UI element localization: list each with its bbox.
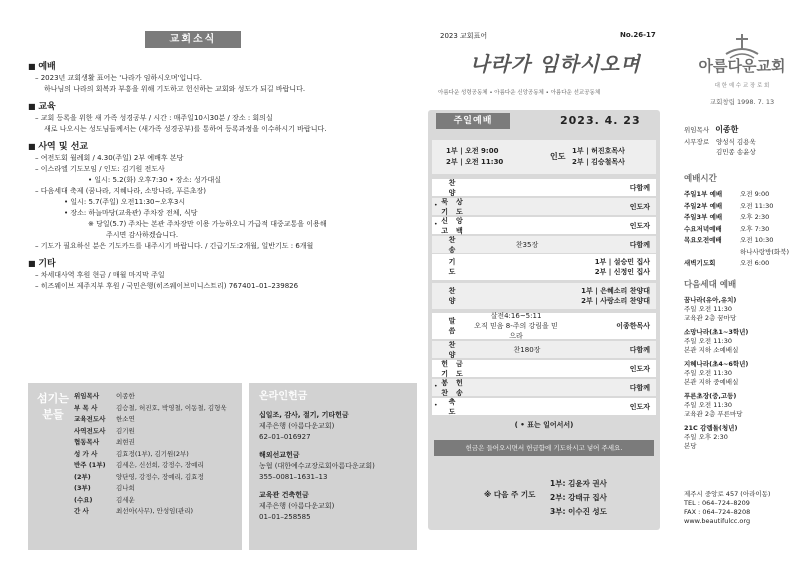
church-address [684,490,800,526]
stand-mark: • [434,401,438,409]
schedule-name: 새벽기도회 [684,259,716,267]
stand-mark: • [434,201,438,209]
order-row [432,179,656,196]
notice-line: • 장소: 하늘마당(교육관) 주차장 전체, 식당 [64,209,198,217]
offering-group [259,410,407,443]
offering-group [259,490,407,523]
staff-role: (3부) [74,484,91,492]
next-prayer-item: 3부: 이수진 성도 [550,507,607,516]
schedule-time: 오후 2:30 [740,213,770,221]
order-person: 다함께 [629,345,650,354]
order-item: 찬 송 [448,235,464,254]
order-person: 다함께 [629,383,650,392]
notice-line: – 차세대사역 후원 현금 / 매월 마지막 주일 [35,271,165,279]
schedule-time: 오후 7:30 [740,224,770,233]
online-offering-title: 온라인헌금 [259,391,308,402]
next-gen-detail: 교육관 2층 꿈마당 [684,314,737,322]
order-item: 말 씀 [448,317,464,335]
leader-2: 2부 | 김승철목사 [572,158,625,166]
order-person: 인도자 [629,202,650,211]
order-person: 1부 | 은혜소리 찬양대 2부 | 사랑소리 찬양대 [581,287,650,305]
notice-line: • 일시: 5.2(화) 오후7:30 • 장소: 성가대실 [88,176,222,184]
offering-note: 헌금은 들어오시면서 헌금함에 기도하시고 넣어 주세요. [434,440,654,456]
church-name: 아름다운교회 [698,57,786,75]
next-gen-title: 다음세대 예배 [684,280,737,290]
offering-heading: 십일조, 감사, 절기, 기타헌금 [259,411,349,419]
order-item: 헌금기도 [441,359,471,378]
online-offering-box [249,383,417,550]
order-item: 묵상기도 [441,197,471,216]
order-row [432,313,656,339]
order-row [432,254,656,280]
notice-section [28,55,418,292]
schedule-title: 예배시간 [684,174,717,184]
offering-account: 355–0081–1631–13 [259,473,328,481]
staff-names: 양단영, 강정수, 장예리, 김효정 [116,472,204,481]
notice-line: 주시면 감사하겠습니다. [106,231,179,239]
staff-names: 김세은, 신선희, 강정수, 장예리 [116,461,204,469]
elder-names-2: 김민종 송윤상 [716,148,756,156]
notice-line: ※ 당일(5.7) 주차는 본관 주차장만 이용 가능하오니 가급적 대중교통을 이용해 [88,220,327,228]
leader-1: 1부 | 허진호목사 [572,147,625,155]
service-tab: 주일예배 [436,113,510,129]
order-person: 1부 | 설승민 집사 2부 | 신정인 집사 [594,258,650,276]
notice-line: – 다음세대 축제 (꿈나라, 지혜나라, 소망나라, 푸른초장) [35,187,206,195]
next-gen-heading: 푸른초장(중,고등) [684,392,737,400]
staff-names: 최현권 [116,438,135,446]
offering-bank: 제주은행 (아름다운교회) [259,422,335,430]
order-row [432,398,656,415]
tel: TEL : 064–724–8209 [684,499,750,507]
staff-names: 김세운 [116,495,135,504]
order-content: 찬35장 [515,240,539,249]
stand-mark: • [434,220,438,228]
order-person: 다함께 [629,183,650,192]
address: 제주시 중앙로 457 (아라이동) [684,490,771,498]
order-content: 살전4:16~5:11 오직 믿음 8-주의 강림을 믿으라 [474,312,558,340]
next-gen-heading: 소망나라(초1~3학년) [684,328,749,336]
order-person: 인도자 [629,364,650,373]
time-2: 2부 | 오전 11:30 [446,158,504,166]
church-denomination: 대 한 예 수 교 장 로 회 [714,83,770,89]
schedule-row [684,189,800,201]
order-item: 찬 양 [448,178,464,197]
notice-worship-title: ■ 예배 [28,61,418,73]
notice-line: 하나님의 나라의 회복과 부흥을 위해 기도하고 헌신하는 교회와 성도가 되길 바랍니다. [44,85,306,93]
next-gen-detail: 본관 지하 중예배실 [684,378,739,386]
staff-role: 반주 (1부) [74,461,106,469]
schedule-name [684,247,740,259]
staff-row [74,437,227,449]
staff-names: 김승철, 허진호, 박영철, 이동철, 김형욱 [116,403,227,412]
offering-account: 01–01–258585 [259,513,311,521]
schedule-name: 수요저녁예배 [684,224,722,233]
order-row [432,236,656,253]
notice-tab: 교회소식 [145,31,241,48]
staff-row [74,426,227,438]
next-gen-detail: 주일 오전 11:30 [684,337,732,345]
staff-list [74,391,227,518]
next-prayer-item: 2부: 강태규 집사 [550,493,607,502]
stand-note: ( • 표는 일어서서) [514,421,574,429]
order-row [432,283,656,309]
fax: FAX : 064–724–8208 [684,508,751,516]
staff-names: 한소연 [116,415,135,423]
staff-title: 섬기는 분들 [37,392,69,421]
notice-line: – 이스라엘 기도모임 / 인도: 김기원 전도사 [35,165,165,173]
pastor-role: 위임목사 [684,126,710,134]
schedule-time: 오전 6:00 [740,259,770,267]
staff-role: 성 가 사 [74,449,98,458]
order-row [432,341,656,358]
leader-label: 인도 [550,152,566,161]
staff-row [74,472,227,484]
staff-row [74,483,227,495]
notice-etc-title: ■ 기타 [28,258,418,270]
order-item: 축 도 [448,397,464,416]
order-row [432,379,656,396]
staff-box [28,383,242,550]
offering-bank: 제주은행 (아름다운교회) [259,502,335,510]
schedule-list [684,189,800,270]
next-gen-detail: 주일 오전 11:30 [684,401,732,409]
staff-row [74,449,227,461]
staff-row [74,403,227,415]
staff-row [74,391,227,403]
schedule-name: 주일2부 예배 [684,201,723,210]
schedule-row [684,258,800,270]
next-gen-item [684,296,800,323]
next-prayer-list [550,477,607,519]
next-gen-detail: 주일 오전 11:30 [684,305,732,313]
order-row [432,217,656,234]
next-gen-item [684,392,800,419]
notice-line: – 여전도회 월례회 / 4.30(주일) 2부 예배후 본당 [35,154,184,162]
staff-role: 교육전도사 [74,415,106,423]
notice-line: 새로 나오시는 성도님들께서는 (새가족 성경공부)를 통하여 등록과정을 이수하시기 바랍니다. [44,125,327,133]
next-gen-list [684,296,800,456]
staff-names: 이종한 [116,392,135,400]
order-person: 다함께 [629,240,650,249]
order-item: 신앙고백 [441,216,471,235]
order-person: 이종한목사 [616,322,650,330]
staff-role: (수요) [74,495,93,504]
service-times [432,140,656,174]
notice-line: – 기도가 필요하신 분은 기도카드를 내주시기 바랍니다. / 긴급기도:2개월, 일반기도 : 6개월 [35,242,314,250]
notice-mission-title: ■ 사역 및 선교 [28,141,418,153]
elder-names-1: 양성식 김용욱 [716,138,756,146]
offering-heading: 교육관 건축헌금 [259,491,309,499]
pastor-name: 이종한 [715,125,739,134]
website-link[interactable]: www.beautifulcc.org [684,517,751,525]
staff-role: 사역전도사 [74,426,106,435]
next-gen-item [684,424,800,451]
next-gen-detail: 교육관 2층 푸른마당 [684,410,743,418]
next-gen-detail: 본관 지하 소예배실 [684,346,739,354]
staff-names: 김기원 [116,426,135,435]
next-prayer-item: 1부: 김윤자 권사 [550,479,607,488]
notice-line: – 교회 등록을 위한 새 가족 성경공부 / 시간 : 매주일10시30분 / 장소 : 회의실 [35,114,273,122]
schedule-time: 하나사랑방(화북) [740,247,790,256]
staff-names: 김나희 [116,484,135,492]
next-gen-heading: 꿈나라(유아,유치) [684,296,737,304]
service-date: 2023. 4. 23 [560,114,641,127]
staff-role: (2부) [74,472,91,481]
schedule-row [684,212,800,224]
order-item: 찬 양 [448,287,464,305]
staff-row [74,460,227,472]
notice-line: • 일시: 5.7(주일) 오전11:30~오후3시 [64,198,186,206]
staff-row [74,414,227,426]
motto-title: 나라가 임하시오며 [470,52,641,76]
next-gen-item [684,360,800,387]
staff-names: 최선아(사무), 안성임(관리) [116,507,194,515]
next-gen-detail: 주일 오후 2:30 [684,433,728,441]
offering-group [259,450,407,483]
staff-role: 간 사 [74,507,89,515]
next-gen-detail: 본당 [684,442,697,450]
order-item: 봉헌찬송 [441,378,471,397]
staff-row [74,506,227,518]
stand-mark: • [434,382,438,390]
next-prayer-label: ※ 다음 주 기도 [484,490,536,499]
schedule-row [684,201,800,213]
time-1: 1부 | 오전 9:00 [446,147,499,155]
staff-role: 위임목사 [74,392,100,400]
notice-line: – 히즈웨이브 제주지부 후원 / 국민은행(히즈웨이브미니스트리) 767401–01–239826 [35,282,299,290]
elder-role: 시무장로 [684,138,710,146]
next-gen-heading: 지혜나라(초4~6학년) [684,360,749,368]
notice-education-title: ■ 교육 [28,101,418,113]
next-gen-item [684,328,800,355]
pastor-row [684,125,738,135]
order-row [432,360,656,377]
staff-names: 김효정(1부), 김기원(2부) [116,449,189,458]
schedule-time: 오전 9:00 [740,190,770,198]
staff-role: 부 목 사 [74,403,98,412]
schedule-row [684,224,800,236]
order-content: 찬180장 [513,345,541,354]
offering-bank: 농협 (대한예수교장로회아름다운교회) [259,462,375,470]
schedule-name: 주일3부 예배 [684,213,723,221]
schedule-name: 주일1부 예배 [684,190,723,198]
motto-subtitle: 아름다운 성령공동체 • 아름다운 신앙공동체 • 아름다운 선교공동체 [438,90,601,96]
schedule-row [684,247,800,259]
church-founded: 교회창립 1998. 7. 13 [709,98,775,106]
staff-row [74,495,227,507]
schedule-row [684,235,800,247]
motto-year: 2023 교회표어 [440,32,488,40]
next-gen-detail: 주일 오전 11:30 [684,369,732,377]
schedule-time: 오전 10:30 [740,236,774,244]
schedule-name: 목요오전예배 [684,236,722,244]
order-item: 기 도 [448,258,464,276]
notice-line: – 2023년 교회생활 표어는 '나라가 임하시오며'입니다. [35,74,202,82]
next-gen-heading: 21C 감렘돌(청년) [684,424,738,432]
issue-number: No.26-17 [620,31,656,39]
offering-heading: 해외선교헌금 [259,451,300,459]
staff-role: 협동목사 [74,438,100,446]
order-person: 인도자 [629,402,650,411]
order-person: 인도자 [629,221,650,230]
schedule-time: 오전 11:30 [740,201,774,210]
order-row [432,198,656,215]
order-item: 찬 양 [448,340,464,359]
offering-account: 62–01–016927 [259,433,311,441]
